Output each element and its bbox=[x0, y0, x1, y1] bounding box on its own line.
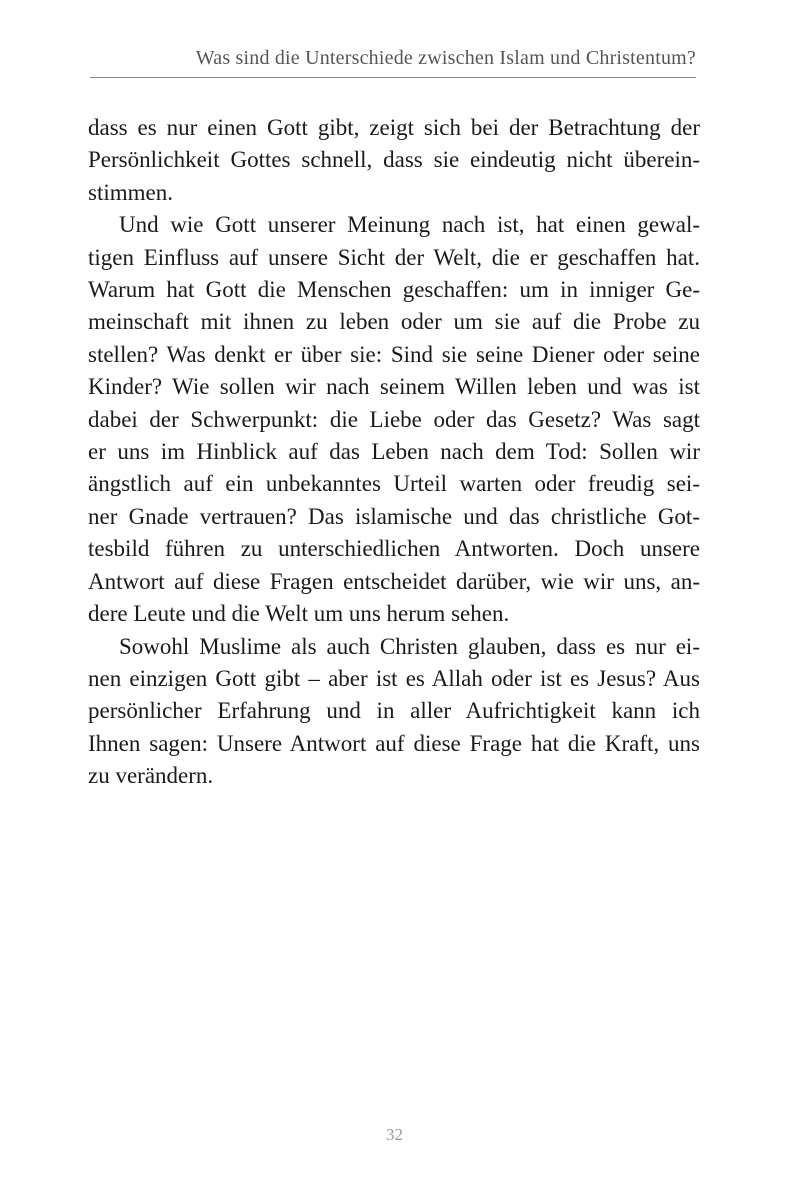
text-line: dabei der Schwerpunkt: die Liebe oder das Gesetz? Was sagt bbox=[88, 406, 700, 432]
text-line: meinschaft mit ihnen zu leben oder um sie auf die Probe zu bbox=[88, 309, 700, 335]
body-text bbox=[88, 112, 700, 793]
text-line: ner Gnade vertrauen? Das islamische und das christliche Got- bbox=[88, 503, 700, 529]
page-number: 32 bbox=[386, 1125, 403, 1144]
text-line: Und wie Gott unserer Meinung nach ist, hat einen gewal- bbox=[119, 212, 700, 238]
running-header: Was sind die Unterschiede zwischen Islam und Christentum? bbox=[195, 47, 696, 69]
text-line: stellen? Was denkt er über sie: Sind sie seine Diener oder seine bbox=[88, 341, 700, 367]
text-line: Antwort auf diese Fragen entscheidet darüber, wie wir uns, an- bbox=[88, 568, 700, 594]
text-line: ängstlich auf ein unbekanntes Urteil warten oder freudig sei- bbox=[88, 471, 700, 497]
paragraph-3 bbox=[88, 631, 700, 793]
paragraph-2 bbox=[88, 209, 700, 630]
text-line: dass es nur einen Gott gibt, zeigt sich bei der Betrachtung der bbox=[88, 115, 700, 140]
text-line: dere Leute und die Welt um uns herum sehen. bbox=[88, 601, 510, 627]
text-line: er uns im Hinblick auf das Leben nach dem Tod: Sollen wir bbox=[88, 439, 700, 465]
text-line: stimmen. bbox=[88, 179, 173, 205]
text-line: Sowohl Muslime als auch Christen glauben, dass es nur ei- bbox=[119, 633, 700, 659]
text-line: Warum hat Gott die Menschen geschaffen: um in inniger Ge- bbox=[88, 277, 700, 303]
text-line: Ihnen sagen: Unsere Antwort auf diese Frage hat die Kraft, uns bbox=[88, 730, 700, 756]
text-line: Kinder? Wie sollen wir nach seinem Willen leben und was ist bbox=[88, 374, 700, 400]
paragraph-1 bbox=[88, 112, 700, 209]
text-line: tigen Einfluss auf unsere Sicht der Welt, die er geschaffen hat. bbox=[88, 244, 700, 270]
text-line: Persönlichkeit Gottes schnell, dass sie eindeutig nicht überein- bbox=[88, 147, 700, 173]
text-line: persönlicher Erfahrung und in aller Aufrichtigkeit kann ich bbox=[88, 698, 700, 724]
header-rule bbox=[90, 77, 696, 78]
text-line: tesbild führen zu unterschiedlichen Antworten. Doch unsere bbox=[88, 536, 700, 562]
text-line: zu verändern. bbox=[88, 763, 214, 789]
text-line: nen einzigen Gott gibt – aber ist es Allah oder ist es Jesus? Aus bbox=[88, 665, 700, 691]
